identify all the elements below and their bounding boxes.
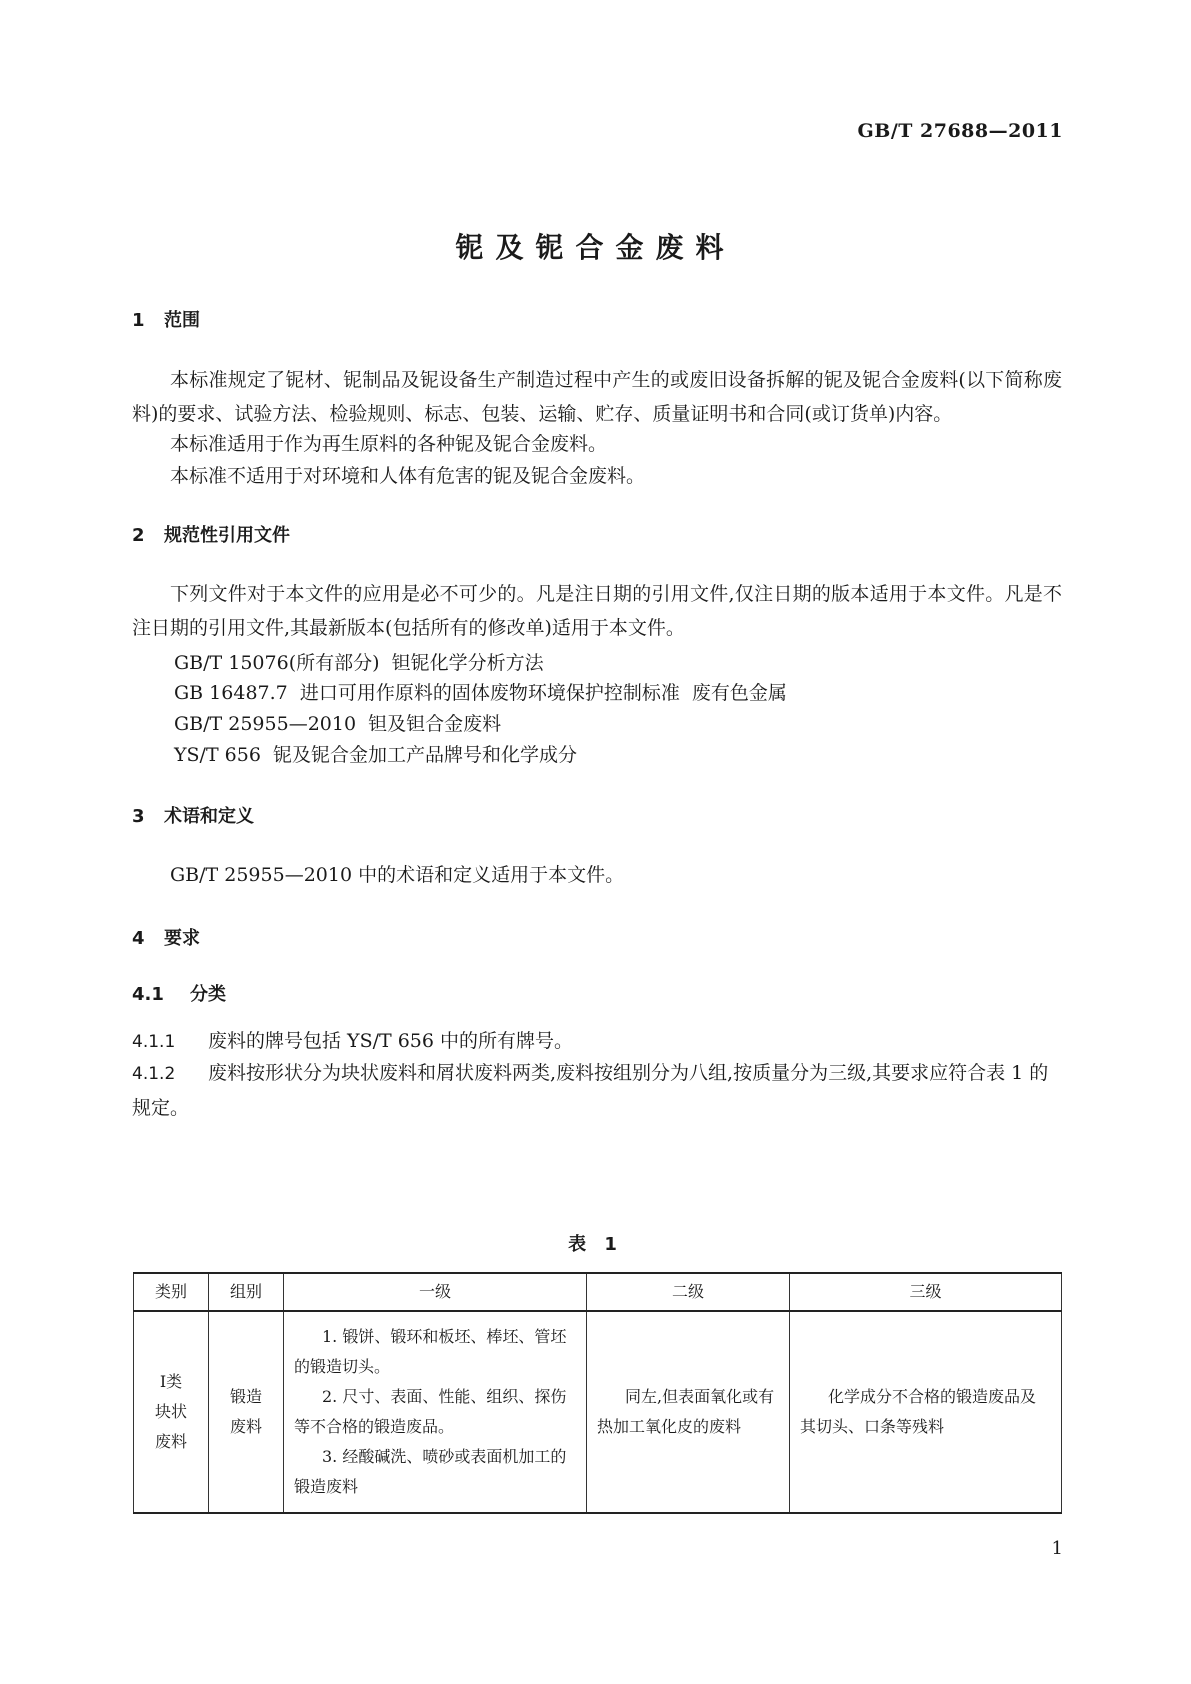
document-title: 铌及铌合金废料 <box>455 231 736 264</box>
section-3-text: GB/T 25955—2010 中的术语和定义适用于本文件。 <box>170 864 625 886</box>
section-2-intro: 下列文件对于本文件的应用是必不可少的。凡是注日期的引用文件,仅注日期的版本适用于本文件。凡是不注日期的引用文件,其最新版本(包括所有的修改单)适用于本文件。 <box>132 583 1062 639</box>
section-number: 3 <box>132 806 145 827</box>
grade-1-cell <box>284 1311 587 1513</box>
section-title: 范围 <box>164 310 200 331</box>
grade-1-item: 1. 锻饼、锻环和板坯、棒坯、管坯的锻造切头。 <box>294 1327 567 1376</box>
group-cell <box>209 1311 284 1513</box>
section-title: 术语和定义 <box>164 806 254 827</box>
section-number: 2 <box>132 525 145 546</box>
section-4-heading <box>132 924 200 950</box>
subsection-number: 4.1 <box>132 984 164 1005</box>
header-grade-3: 三级 <box>790 1273 1062 1311</box>
section-1-heading <box>132 306 200 332</box>
grade-1-item: 2. 尺寸、表面、性能、组织、探伤等不合格的锻造废品。 <box>294 1387 567 1436</box>
grade-3-cell: 化学成分不合格的锻造废品及其切头、口条等残料 <box>790 1311 1062 1513</box>
section-title: 规范性引用文件 <box>164 525 290 546</box>
page-number: 1 <box>1051 1538 1063 1559</box>
clause-number: 4.1.2 <box>132 1064 176 1084</box>
header-grade-2: 二级 <box>587 1273 790 1311</box>
clause-text: 废料按形状分为块状废料和屑状废料两类,废料按组别分为八组,按质量分为三级,其要求应符合表 1 的规定。 <box>132 1062 1049 1119</box>
section-3-heading <box>132 802 254 828</box>
subsection-title: 分类 <box>190 984 226 1005</box>
clause-text: 废料的牌号包括 YS/T 656 中的所有牌号。 <box>208 1030 574 1052</box>
category-line: Ⅰ类 <box>159 1372 183 1391</box>
reference-item: GB 16487.7 进口可用作原料的固体废物环境保护控制标准 废有色金属 <box>174 682 787 704</box>
classification-table <box>133 1272 1062 1514</box>
table-row <box>134 1311 1062 1513</box>
header-grade-1: 一级 <box>284 1273 587 1311</box>
category-line: 块状 <box>154 1402 187 1421</box>
section-1-paragraph-3: 本标准不适用于对环境和人体有危害的铌及铌合金废料。 <box>170 465 646 487</box>
standard-code: GB/T 27688—2011 <box>857 120 1063 142</box>
header-category: 类别 <box>134 1273 209 1311</box>
header-group: 组别 <box>209 1273 284 1311</box>
subsection-4-1-heading <box>132 980 226 1006</box>
reference-item: GB/T 15076(所有部分) 钽铌化学分析方法 <box>174 652 544 674</box>
section-title: 要求 <box>164 928 200 949</box>
section-1-paragraph-2: 本标准适用于作为再生原料的各种铌及铌合金废料。 <box>170 433 608 455</box>
table-caption: 表 1 <box>568 1234 623 1255</box>
section-number: 4 <box>132 928 145 949</box>
section-number: 1 <box>132 310 145 331</box>
reference-item: YS/T 656 铌及铌合金加工产品牌号和化学成分 <box>174 744 578 766</box>
clause-4-1-1 <box>132 1024 1062 1059</box>
clause-4-1-2 <box>132 1056 1062 1125</box>
reference-item: GB/T 25955—2010 钽及钽合金废料 <box>174 713 502 735</box>
group-line: 锻造 <box>229 1387 262 1406</box>
clause-number: 4.1.1 <box>132 1032 176 1052</box>
table-header-row <box>134 1273 1062 1311</box>
grade-2-cell: 同左,但表面氧化或有热加工氧化皮的废料 <box>587 1311 790 1513</box>
category-line: 废料 <box>154 1432 187 1451</box>
grade-1-item: 3. 经酸碱洗、喷砂或表面机加工的锻造废料 <box>294 1447 567 1496</box>
group-line: 废料 <box>229 1417 262 1436</box>
section-1-paragraph-1: 本标准规定了铌材、铌制品及铌设备生产制造过程中产生的或废旧设备拆解的铌及铌合金废料(以下简称废料)的要求、试验方法、检验规则、标志、包装、运输、贮存、质量证明书和合同(或订货单)内容。 <box>132 369 1062 425</box>
category-cell <box>134 1311 209 1513</box>
section-2-heading <box>132 521 290 547</box>
